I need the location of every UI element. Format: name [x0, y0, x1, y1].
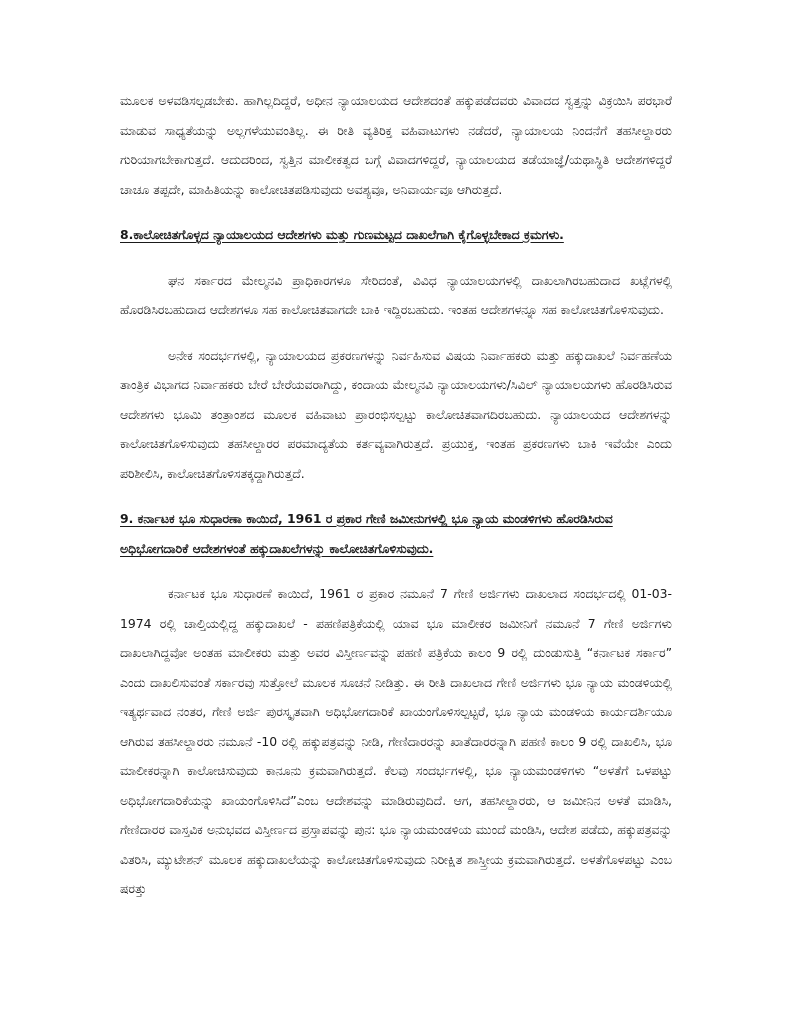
- section-8-paragraph-2: ಅನೇಕ ಸಂದರ್ಭಗಳಲ್ಲಿ, ನ್ಯಾಯಾಲಯದ ಪ್ರಕರಣಗಳನ್ನು ನಿರ್ವಹಿಸುವ ವಿಷಯ ನಿರ್ವಾಹಕರು ಮತ್ತು ಹಕ್ಕುದಾಖಲೆ ನಿರ್ವಹಣೆಯ ತಾಂತ್ರಿಕ ವಿಭಾಗದ ನಿರ್ವಾಹಕರು ಬೇರೆ ಬೇರೆಯವರಾಗಿದ್ದು, ಕಂದಾಯ ಮೇಲ್ಮನವಿ ನ್ಯಾಯಾಲಯಗಳು/ಸಿವಿಲ್ ನ್ಯಾಯಾಲಯಗಳು ಹೊರಡಿಸಿರುವ ಆದೇಶಗಳು ಭೂಮಿ ತಂತ್ರಾಂಶದ ಮೂಲಕ ವಹಿವಾಟು ಪ್ರಾರಂಭಿಸಲ್ಪಟ್ಟು ಕಾಲೋಚಿತವಾಗದಿರಬಹುದು. ನ್ಯಾಯಾಲಯದ ಆದೇಶಗಳನ್ನು ಕಾಲೋಚಿತಗೊಳಿಸುವುದು ತಹಸೀಲ್ದಾರರ ಪರಮಾದ್ಯತೆಯ ಕರ್ತವ್ಯವಾಗಿರುತ್ತದೆ. ಪ್ರಯುಕ್ತ, ಇಂತಹ ಪ್ರಕರಣಗಳು ಬಾಕಿ ಇವೆಯೇ ಎಂದು ಪರಿಶೀಲಿಸಿ, ಕಾಲೋಚಿತಗೊಳಿಸತಕ್ಕದ್ದಾಗಿರುತ್ತದೆ.: [120, 347, 672, 481]
- section-9-paragraph-1: ಕರ್ನಾಟಕ ಭೂ ಸುಧಾರಣೆ ಕಾಯಿದೆ, 1961 ರ ಪ್ರಕಾರ ನಮೂನೆ 7 ಗೇಣಿ ಅರ್ಜಿಗಳು ದಾಖಲಾದ ಸಂದರ್ಭದಲ್ಲಿ 01-03-1974 ರಲ್ಲಿ ಚಾಲ್ತಿಯಲ್ಲಿದ್ದ ಹಕ್ಕುದಾಖಲೆ - ಪಹಣಿಪತ್ರಿಕೆಯಲ್ಲಿ ಯಾವ ಭೂ ಮಾಲೀಕರ ಜಮೀನಿಗೆ ನಮೂನೆ 7 ಗೇಣಿ ಅರ್ಜಿಗಳು ದಾಖಲಾಗಿದ್ದವೋ ಅಂತಹ ಮಾಲೀಕರು ಮತ್ತು ಅವರ ವಿಸ್ತೀರ್ಣವನ್ನು ಪಹಣಿ ಪತ್ರಿಕೆಯ ಕಾಲಂ 9 ರಲ್ಲಿ ದುಂಡುಸುತ್ತಿ “ಕರ್ನಾಟಕ ಸರ್ಕಾರ” ಎಂದು ದಾಖಲಿಸುವಂತೆ ಸರ್ಕಾರವು ಸುತ್ತೋಲೆ ಮೂಲಕ ಸೂಚನೆ ನೀಡಿತ್ತು. ಈ ರೀತಿ ದಾಖಲಾದ ಗೇಣಿ ಅರ್ಜಿಗಳು ಭೂ ನ್ಯಾಯ ಮಂಡಳಿಯಲ್ಲಿ ಇತ್ಯರ್ಥವಾದ ನಂತರ, ಗೇಣಿ ಅರ್ಜಿ ಪುರಸ್ಕೃತವಾಗಿ ಅಧಿಭೋಗದಾರಿಕೆ ಖಾಯಂಗೊಳಿಸಲ್ಪಟ್ಟರೆ, ಭೂ ನ್ಯಾಯ ಮಂಡಳಿಯ ಕಾರ್ಯದರ್ಶಿಯೂ ಆಗಿರುವ ತಹಸೀಲ್ದಾರರು ನಮೂನೆ -10 ರಲ್ಲಿ ಹಕ್ಕುಪತ್ರವನ್ನು ನೀಡಿ, ಗೇಣಿದಾರರನ್ನು ಖಾತೆದಾರರನ್ನಾಗಿ ಪಹಣಿ ಕಾಲಂ 9 ರಲ್ಲಿ ದಾಖಲಿಸಿ, ಭೂ ಮಾಲೀಕರನ್ನಾಗಿ ಕಾಲೋಚಿಸುವುದು ಕಾನೂನು ಕ್ರಮವಾಗಿರುತ್ತದೆ. ಕೆಲವು ಸಂದರ್ಭಗಳಲ್ಲಿ, ಭೂ ನ್ಯಾಯಮಂಡಳಿಗಳು “ಅಳತೆಗೆ ಒಳಪಟ್ಟು ಅಧಿಭೋಗದಾರಿಕೆಯನ್ನು ಖಾಯಂಗೊಳಿಸಿದೆ”ಎಂಬ ಆದೇಶವನ್ನು ಮಾಡಿರುವುದಿದೆ. ಆಗ, ತಹಸೀಲ್ದಾರರು, ಆ ಜಮೀನಿನ ಅಳತೆ ಮಾಡಿಸಿ, ಗೇಣಿದಾರರ ವಾಸ್ತವಿಕ ಅನುಭವದ ವಿಸ್ತೀರ್ಣದ ಪ್ರಸ್ತಾಪವನ್ನು ಪುನ: ಭೂ ನ್ಯಾಯಮಂಡಳಿಯ ಮುಂದೆ ಮಂಡಿಸಿ, ಆದೇಶ ಪಡೆದು, ಹಕ್ಕುಪತ್ರವನ್ನು ವಿತರಿಸಿ, ಮ್ಯುಟೇಶನ್ ಮೂಲಕ ಹಕ್ಕುದಾಖಲೆಯನ್ನು ಕಾಲೋಚಿತಗೊಳಿಸುವುದು ನಿರೀಕ್ಷಿತ ಶಾಸ್ತ್ರೀಯ ಕ್ರಮವಾಗಿರುತ್ತದೆ. ಅಳತೆಗೊಳಪಟ್ಟು ಎಂಬ ಷರತ್ತು: [120, 586, 672, 896]
- spacer: [120, 563, 672, 579]
- document-page: [120, 86, 672, 904]
- section-8-heading: 8.ಕಾಲೋಚಿತಗೊಳ್ಳದ ನ್ಯಾಯಾಲಯದ ಆದೇಶಗಳು ಮತ್ತು ಗುಣಮಟ್ಟದ ದಾಖಲೆಗಾಗಿ ಕೈಗೊಳ್ಳಬೇಕಾದ ಕ್ರಮಗಳು.: [120, 227, 564, 242]
- section-8-paragraph-1: ಘನ ಸರ್ಕಾರದ ಮೇಲ್ಮನವಿ ಪ್ರಾಧಿಕಾರಗಳೂ ಸೇರಿದಂತೆ, ವಿವಿಧ ನ್ಯಾಯಾಲಯಗಳಲ್ಲಿ ದಾಖಲಾಗಿರಬಹುದಾದ ಖಟ್ಲೆಗಳಲ್ಲಿ ಹೊರಡಿಸಿರಬಹುದಾದ ಆದೇಶಗಳೂ ಸಹ ಕಾಲೋಚಿತವಾಗದೇ ಬಾಕಿ ಇದ್ದಿರಬಹುದು. ಇಂತಹ ಆದೇಶಗಳನ್ನೂ ಸಹ ಕಾಲೋಚಿತಗೊಳಿಸುವುದು.: [120, 272, 672, 317]
- spacer: [120, 250, 672, 266]
- spacer: [120, 204, 672, 220]
- spacer: [120, 325, 672, 341]
- paragraph-intro: ಮೂಲಕ ಅಳವಡಿಸಲ್ಪಡಬೇಕು. ಹಾಗಿಲ್ಲದಿದ್ದರೆ, ಅಧೀನ ನ್ಯಾಯಾಲಯದ ಆದೇಶದಂತೆ ಹಕ್ಕುಪಡೆದವರು ವಿವಾದದ ಸ್ವತ್ತನ್ನು ವಿಕ್ರಯಿಸಿ ಪರಭಾರೆ ಮಾಡುವ ಸಾಧ್ಯತೆಯನ್ನು ಅಲ್ಲಗಳೆಯುವಂತಿಲ್ಲ. ಈ ರೀತಿ ವ್ಯತಿರಿಕ್ತ ವಹಿವಾಟುಗಳು ನಡೆದರೆ, ನ್ಯಾಯಾಲಯ ನಿಂದನೆಗೆ ತಹಸೀಲ್ದಾರರು ಗುರಿಯಾಗಬೇಕಾಗುತ್ತದೆ. ಆದುದರಿಂದ, ಸ್ವತ್ತಿನ ಮಾಲೀಕತ್ವದ ಬಗ್ಗೆ ವಿವಾದಗಳಿದ್ದರೆ, ನ್ಯಾಯಾಲಯದ ತಡೆಯಾಜ್ಞೆ/ಯಥಾಸ್ಥಿತಿ ಆದೇಶಗಳಿದ್ದರೆ ಚಾಚೂ ತಪ್ಪದೇ, ಮಾಹಿತಿಯನ್ನು ಕಾಲೋಚಿತಪಡಿಸುವುದು ಅವಶ್ಯವೂ, ಅನಿವಾರ್ಯವೂ ಆಗಿರುತ್ತದೆ.: [120, 93, 672, 197]
- section-9-heading: 9. ಕರ್ನಾಟಕ ಭೂ ಸುಧಾರಣಾ ಕಾಯಿದೆ, 1961 ರ ಪ್ರಕಾರ ಗೇಣಿ ಜಮೀನುಗಳಲ್ಲಿ ಭೂ ನ್ಯಾಯ ಮಂಡಳಿಗಳು ಹೊರಡಿಸಿರುವ ಅಧಿಭೋಗದಾರಿಕೆ ಆದೇಶಗಳಂತೆ ಹಕ್ಕುದಾಖಲೆಗಳನ್ನು ಕಾಲೋಚಿತಗೊಳಿಸುವುದು.: [120, 511, 613, 556]
- spacer: [120, 488, 672, 504]
